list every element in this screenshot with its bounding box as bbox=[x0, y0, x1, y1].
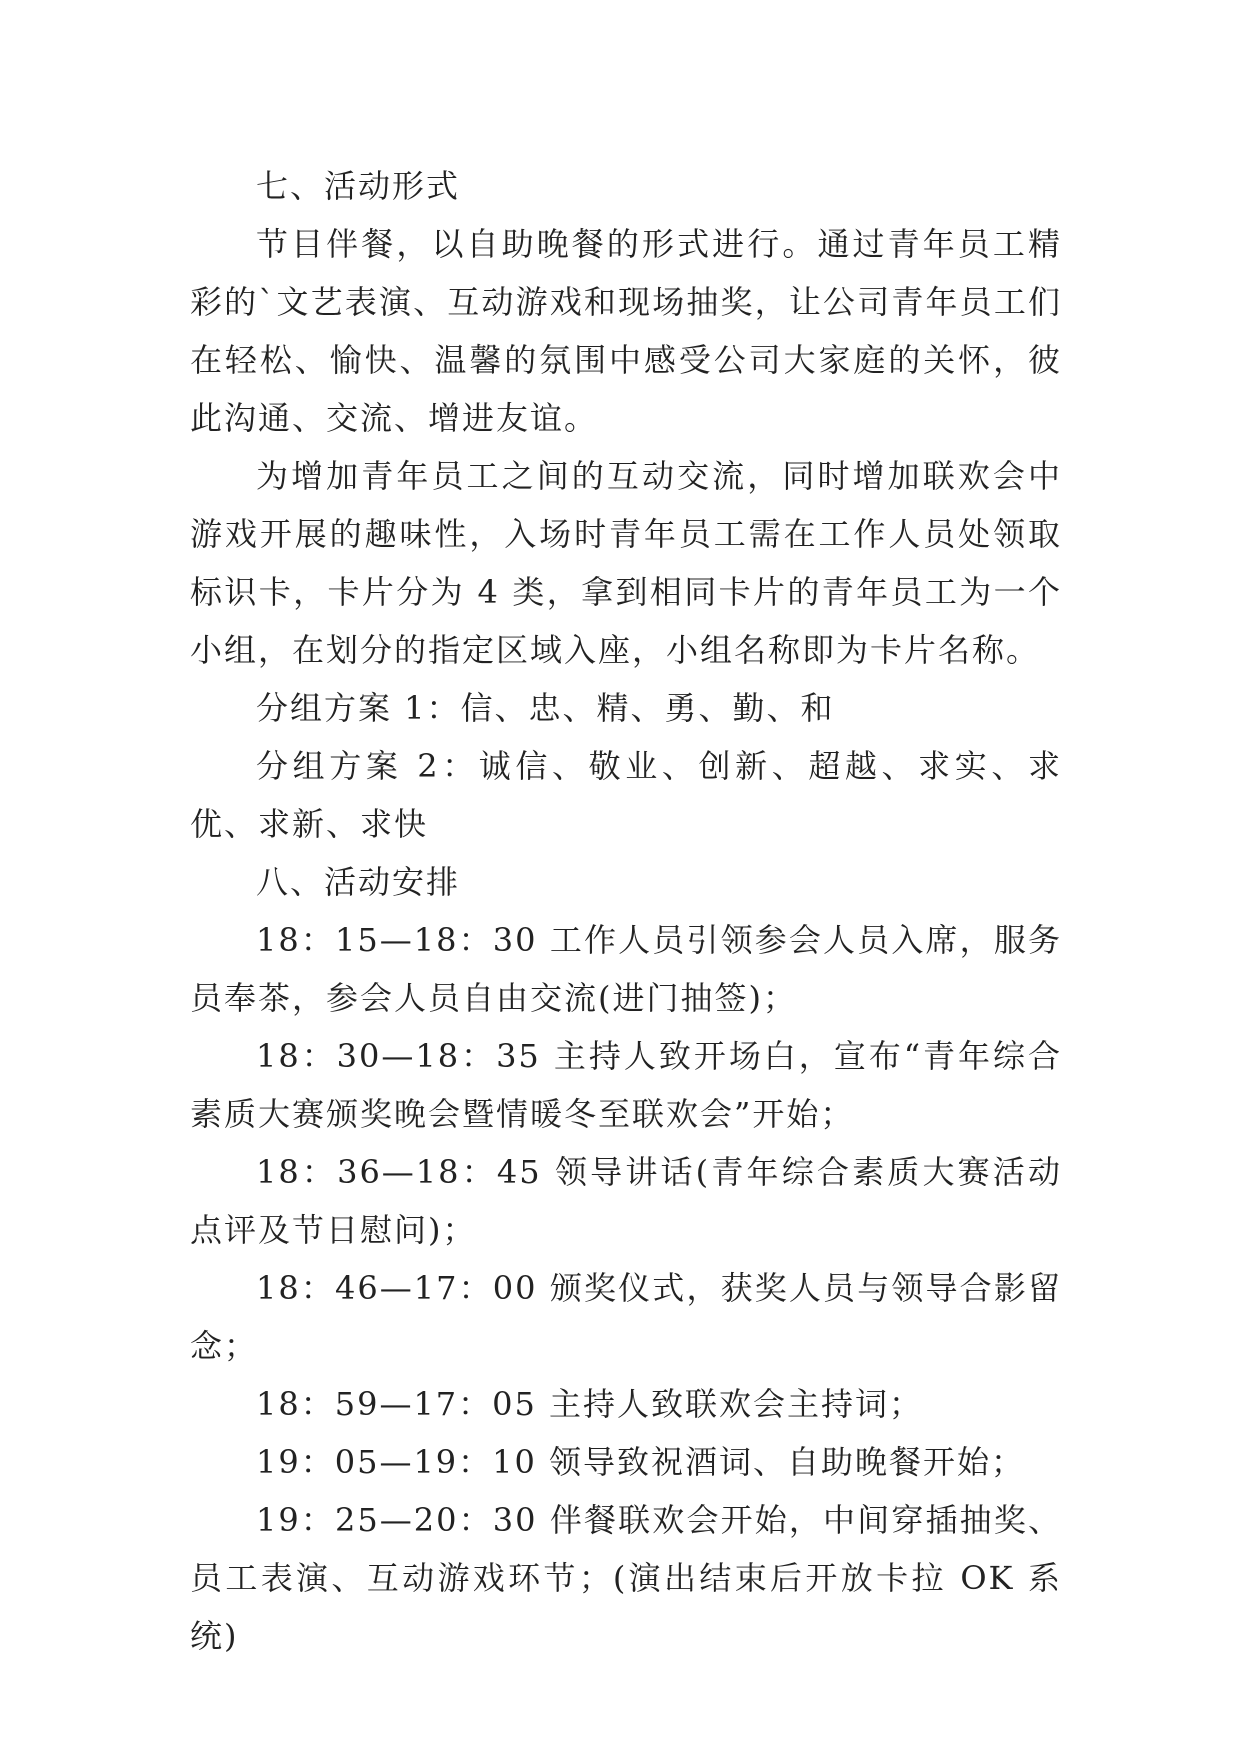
schedule-item: 19：25—20：30 伴餐联欢会开始，中间穿插抽奖、员工表演、互动游戏环节；(演出结束后开放卡拉 OK 系统) bbox=[190, 1501, 1062, 1655]
schedule-item: 18：36—18：45 领导讲话(青年综合素质大赛活动点评及节日慰问)； bbox=[190, 1153, 1062, 1249]
section-heading-activity-format: 七、活动形式 bbox=[256, 167, 461, 205]
grouping-plan-2: 分组方案 2：诚信、敬业、创新、超越、求实、求优、求新、求快 bbox=[190, 747, 1062, 843]
schedule-item: 18：46—17：00 颁奖仪式，获奖人员与领导合影留念； bbox=[190, 1269, 1062, 1365]
schedule-item: 19：05—19：10 领导致祝酒词、自助晚餐开始； bbox=[256, 1443, 1026, 1481]
schedule-item: 18：15—18：30 工作人员引领参会人员入席，服务员奉茶，参会人员自由交流(进门抽签)； bbox=[190, 921, 1062, 1017]
grouping-plan-1: 分组方案 1：信、忠、精、勇、勤、和 bbox=[256, 689, 835, 727]
paragraph-activity-description: 节目伴餐，以自助晚餐的形式进行。通过青年员工精彩的`文艺表演、互动游戏和现场抽奖，让公司青年员工们在轻松、愉快、温馨的氛围中感受公司大家庭的关怀，彼此沟通、交流、增进友谊。 bbox=[190, 225, 1062, 437]
document-body bbox=[190, 157, 1062, 1665]
schedule-item: 18：59—17：05 主持人致联欢会主持词； bbox=[256, 1385, 924, 1423]
paragraph-grouping-description: 为增加青年员工之间的互动交流，同时增加联欢会中游戏开展的趣味性，入场时青年员工需在工作人员处领取标识卡，卡片分为 4 类，拿到相同卡片的青年员工为一个小组，在划分的指定区域入座，小组名称即为卡片名称。 bbox=[190, 457, 1062, 669]
schedule-item: 18：30—18：35 主持人致开场白，宣布“青年综合素质大赛颁奖晚会暨情暖冬至联欢会”开始； bbox=[190, 1037, 1062, 1133]
section-heading-schedule: 八、活动安排 bbox=[256, 863, 461, 901]
